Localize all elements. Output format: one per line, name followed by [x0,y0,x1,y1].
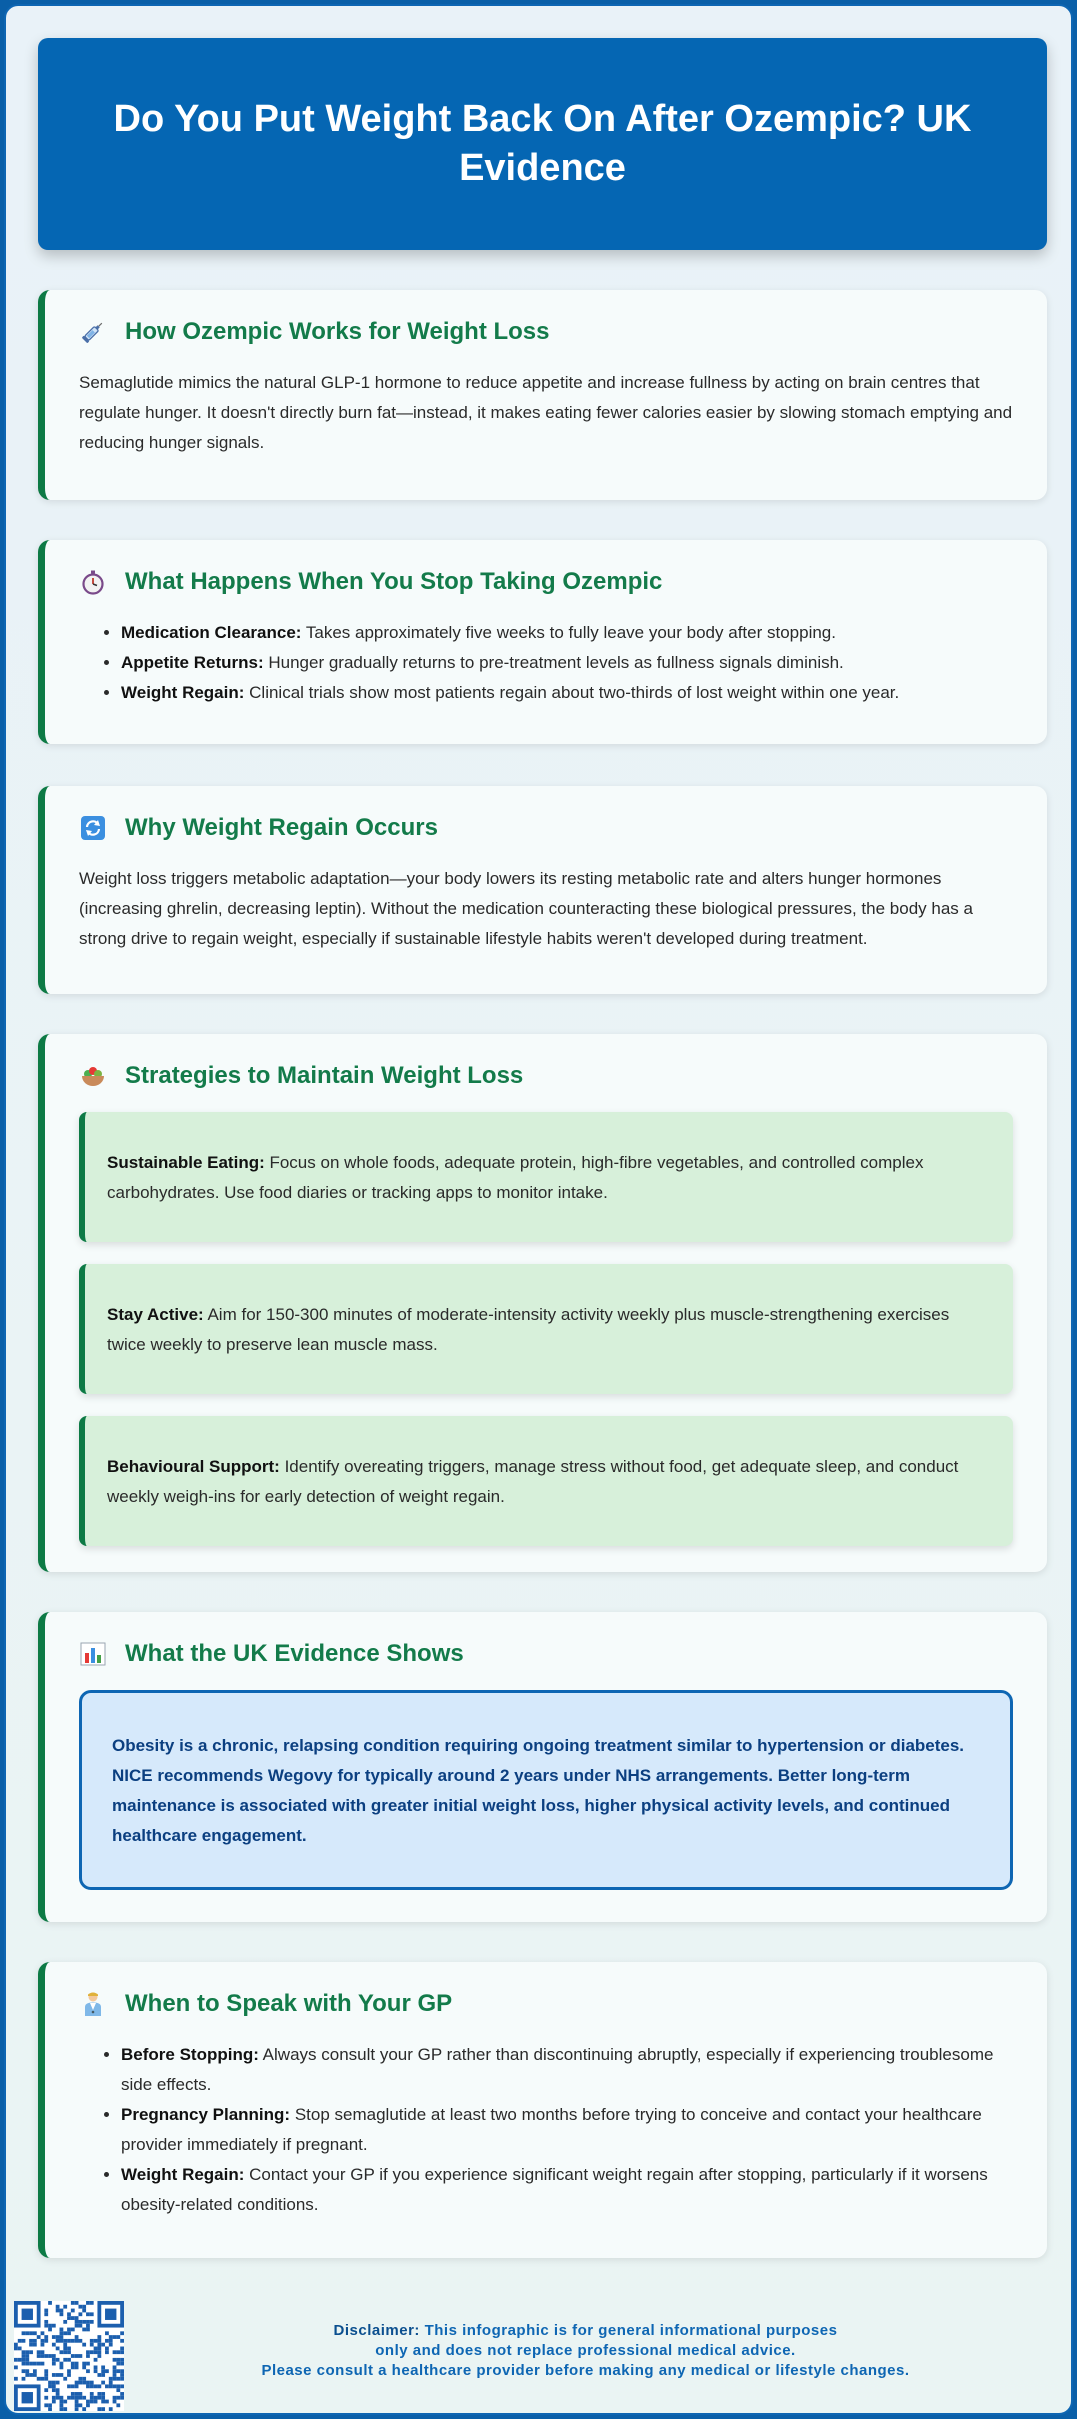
section-title: How Ozempic Works for Weight Loss [125,318,550,345]
list-item: • Appetite Returns: Hunger gradually returns to pre-treatment levels as fullness signals diminish. [121,648,1013,678]
section-title: What Happens When You Stop Taking Ozempic [125,568,663,595]
section-body: Semaglutide mimics the natural GLP-1 hormone to reduce appetite and increase fullness by acting on brain centres that regulate hunger. It doesn't directly burn fat—instead, it makes eating fewer calories easier by slowing stomach emptying and reducing hunger signals. [79,373,1013,452]
bar-chart-icon [79,1640,107,1668]
refresh-icon [79,814,107,842]
stopwatch-icon [79,568,107,596]
section-title: Strategies to Maintain Weight Loss [125,1062,524,1089]
section-header [79,566,1013,598]
speak-gp-list [79,2040,1013,2220]
list-item: • Medication Clearance: Takes approximately five weeks to fully leave your body after stopping. [121,618,1013,648]
header-banner [38,38,1047,250]
evidence-callout: Obesity is a chronic, relapsing condition requiring ongoing treatment similar to hypertension or diabetes. NICE recommends Wegovy for typically around 2 years under NHS arrangements. Better long-term maintenance is associated with greater initial weight loss, higher physical activity levels, and continued healthcare engagement. [79,1690,1013,1890]
section-why-regain [38,786,1047,994]
list-item: • Weight Regain: Contact your GP if you experience significant weight regain after stopping, particularly if it worsens obesity-related conditions. [121,2160,1013,2220]
syringe-icon [79,318,107,346]
section-header [79,812,1013,844]
section-title: Why Weight Regain Occurs [125,814,438,841]
section-speak-gp [38,1962,1047,2258]
section-header [79,1638,1013,1670]
qr-code-icon[interactable] [14,2301,124,2411]
list-item: • Pregnancy Planning: Stop semaglutide at least two months before trying to conceive and contact your healthcare provider immediately if pregnant. [121,2100,1013,2160]
section-title: When to Speak with Your GP [125,1990,453,2017]
section-how-it-works [38,290,1047,500]
stop-taking-list [79,618,1013,708]
section-header [79,1060,1013,1092]
section-header [79,1988,1013,2020]
footer [6,2301,1075,2411]
tip-box: Sustainable Eating: Focus on whole foods, adequate protein, high-fibre vegetables, and controlled complex carbohydrates. Use food diaries or tracking apps to monitor intake. [79,1112,1013,1242]
doctor-icon [79,1990,107,2018]
section-strategies [38,1034,1047,1572]
section-body: Weight loss triggers metabolic adaptation—your body lowers its resting metabolic rate and alters hunger hormones (increasing ghrelin, decreasing leptin). Without the medication counteracting these biological pressures, the body has a strong drive to regain weight, especially if sustainable lifestyle habits weren't developed during treatment. [79,869,973,948]
tip-box: Stay Active: Aim for 150-300 minutes of moderate-intensity activity weekly plus muscle-strengthening exercises twice weekly to preserve lean muscle mass. [79,1264,1013,1394]
list-item: • Weight Regain: Clinical trials show most patients regain about two-thirds of lost weight within one year. [121,678,1013,708]
disclaimer: Disclaimer: This infographic is for general informational purposes only and does not replace professional medical advice. Please consult a healthcare provider before making any medical or lifestyle changes. [261,2322,910,2379]
section-header [79,316,1013,348]
infographic-frame [4,4,1073,2415]
salad-icon [79,1062,107,1090]
section-stop-taking [38,540,1047,744]
tip-box: Behavioural Support: Identify overeating triggers, manage stress without food, get adequate sleep, and conduct weekly weigh-ins for early detection of weight regain. [79,1416,1013,1546]
page-title: Do You Put Weight Back On After Ozempic? UK Evidence [113,97,972,189]
section-uk-evidence [38,1612,1047,1922]
section-title: What the UK Evidence Shows [125,1640,464,1667]
list-item: • Before Stopping: Always consult your GP rather than discontinuing abruptly, especially if experiencing troublesome side effects. [121,2040,1013,2100]
